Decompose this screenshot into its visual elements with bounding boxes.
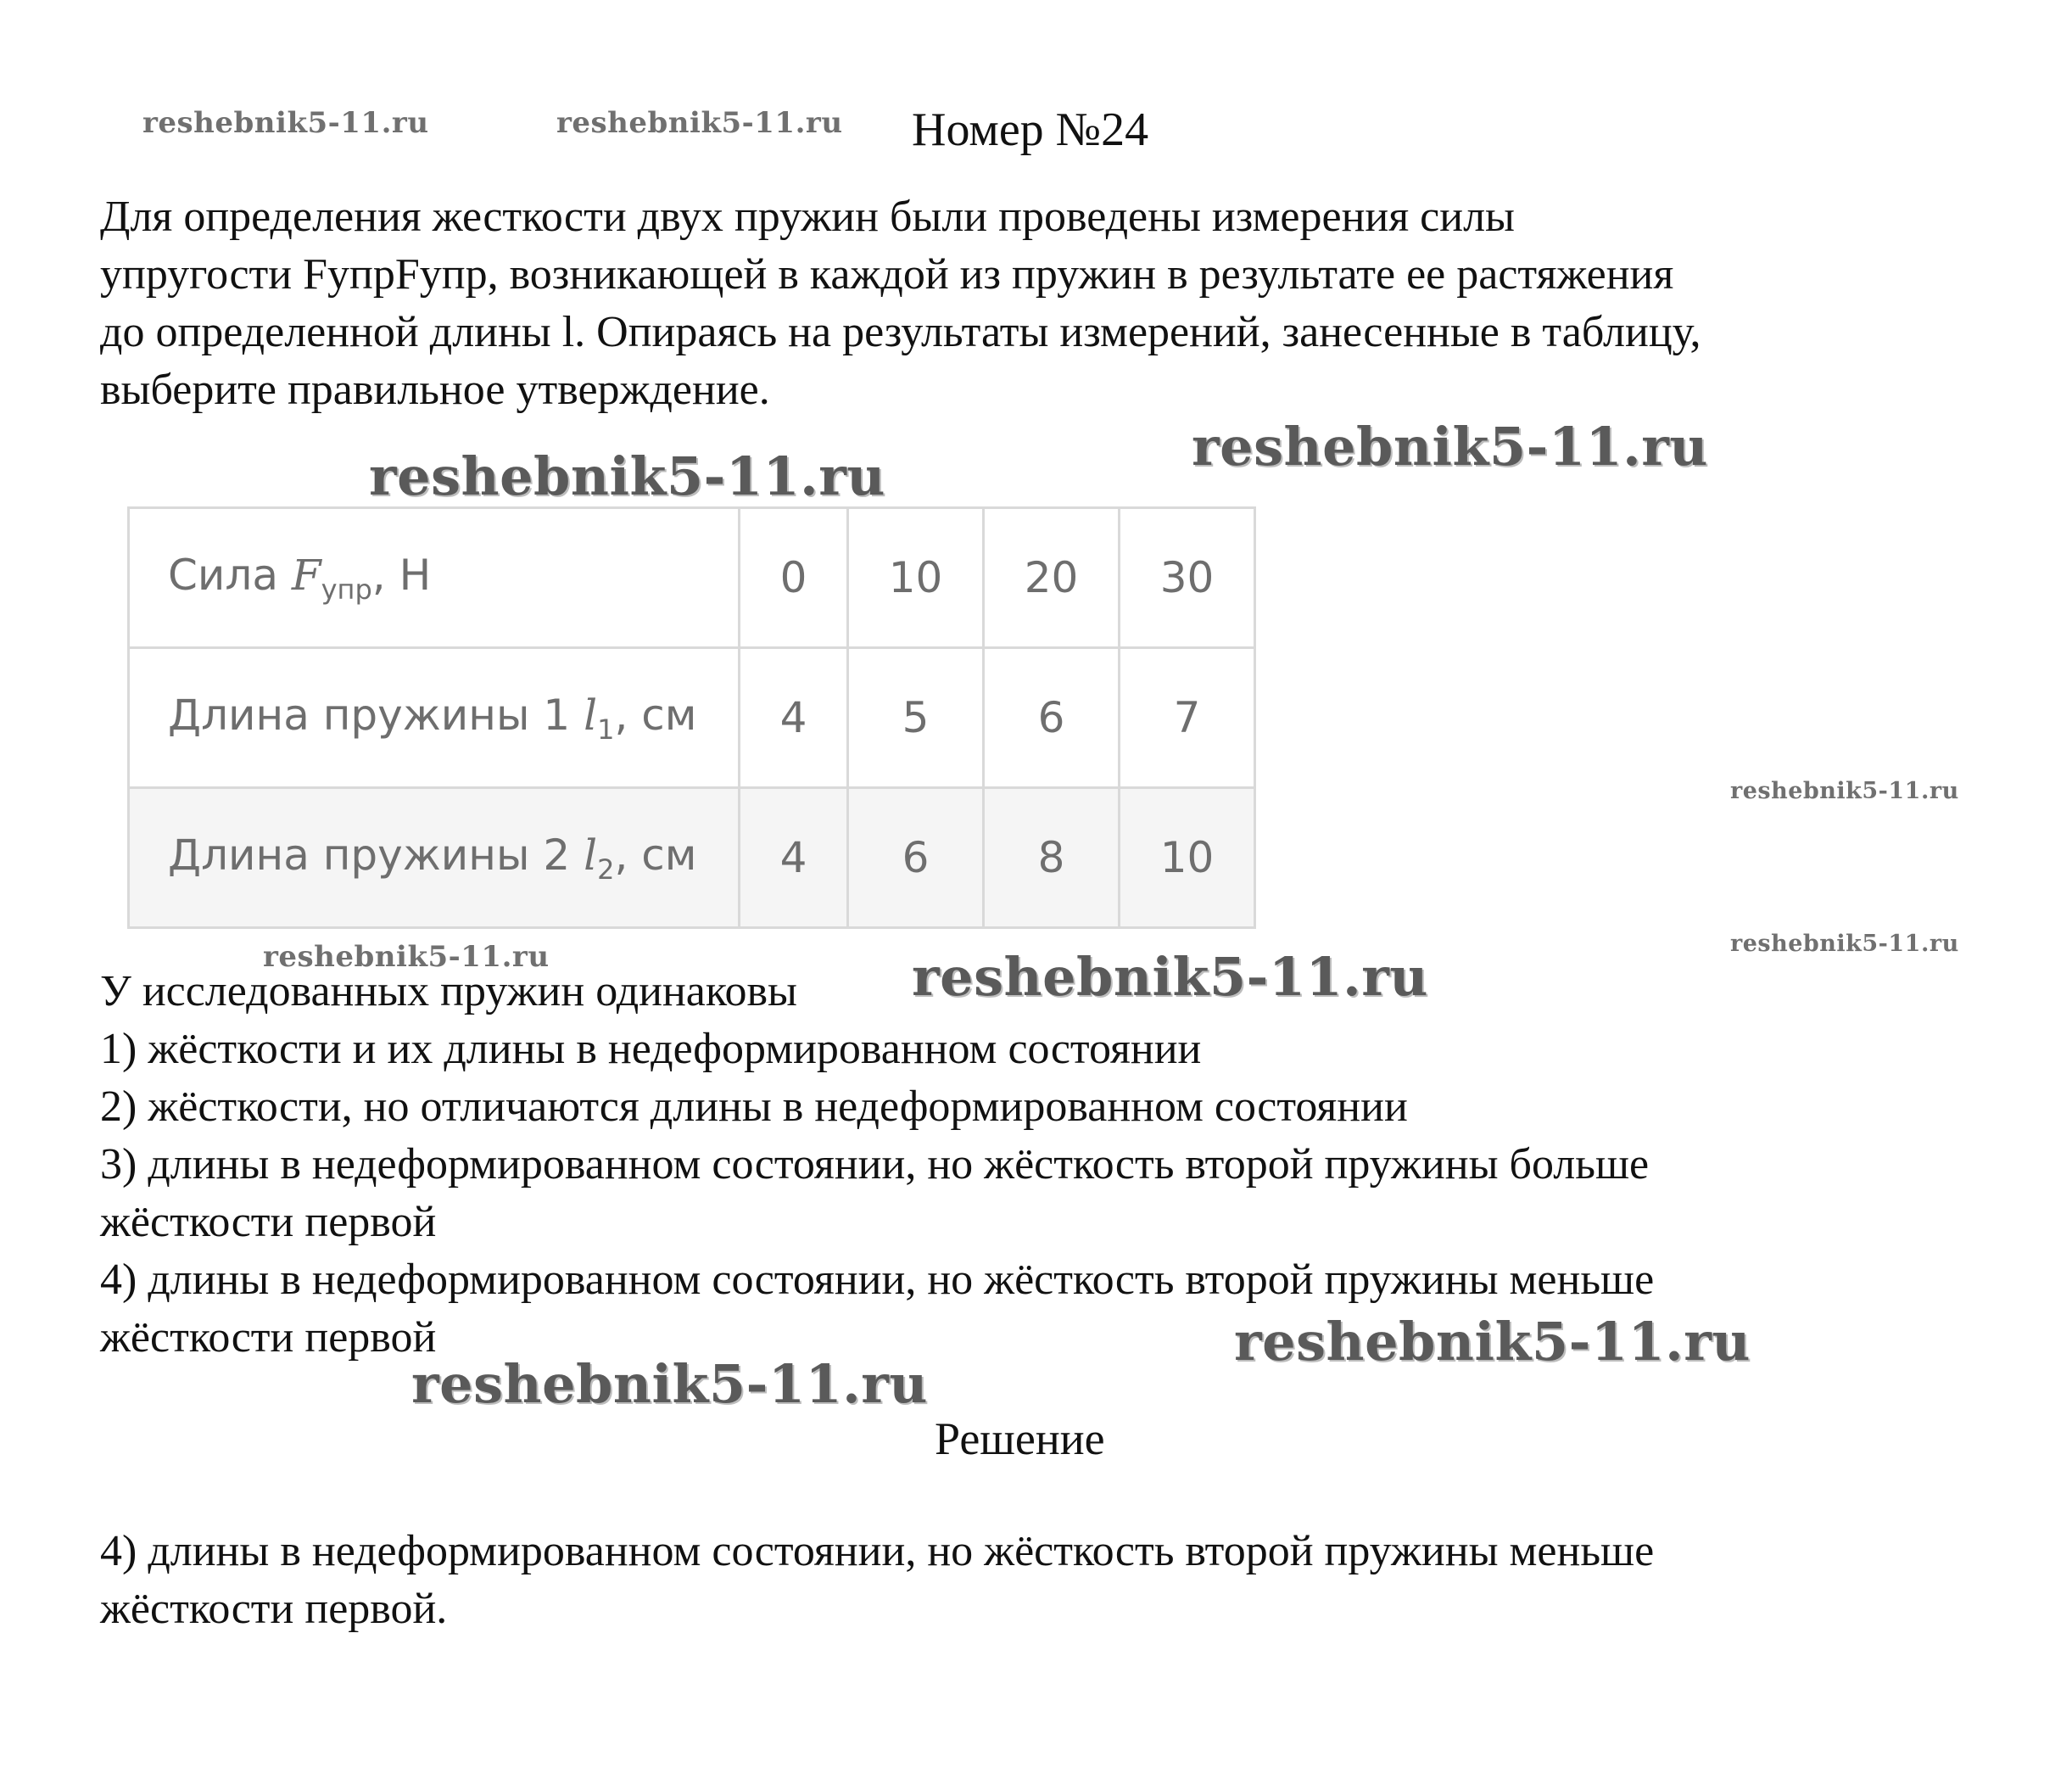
watermark: reshebnik5-11.ru xyxy=(1730,931,1959,957)
option-line: 3) длины в недеформированном состоянии, но жёсткость второй пружины больше xyxy=(100,1140,1650,1189)
solution-line: 4) длины в недеформированном состоянии, но жёсткость второй пружины меньше xyxy=(100,1527,1655,1575)
watermark: reshebnik5-11.ru xyxy=(912,946,1428,1008)
table-cell: 0 xyxy=(740,508,848,648)
option-line: 1) жёсткости и их длины в недеформированном состоянии xyxy=(100,1025,1202,1073)
table-cell: 10 xyxy=(1120,788,1255,928)
watermark: reshebnik5-11.ru xyxy=(1234,1311,1751,1373)
option-line: 4) длины в недеформированном состоянии, но жёсткость второй пружины меньше xyxy=(100,1256,1655,1304)
solution-line: жёсткости первой. xyxy=(100,1585,448,1633)
table-cell: 5 xyxy=(848,648,984,788)
option-line: жёсткости первой xyxy=(100,1198,437,1246)
problem-text xyxy=(100,188,1991,419)
watermark: reshebnik5-11.ru xyxy=(556,106,843,140)
table-cell: 8 xyxy=(984,788,1120,928)
watermark: reshebnik5-11.ru xyxy=(1730,778,1959,804)
table-cell: 4 xyxy=(740,788,848,928)
table-cell: 6 xyxy=(848,788,984,928)
question-stem: У исследованных пружин одинаковы xyxy=(100,967,797,1015)
table-cell: 20 xyxy=(984,508,1120,648)
problem-line: Для определения жесткости двух пружин были проведены измерения силы xyxy=(100,193,1515,241)
watermark: reshebnik5-11.ru xyxy=(263,940,550,974)
option-line: жёсткости первой xyxy=(100,1313,437,1362)
solution-text xyxy=(100,1523,1991,1638)
option-line: 2) жёсткости, но отличаются длины в недеформированном состоянии xyxy=(100,1082,1408,1131)
watermark: reshebnik5-11.ru xyxy=(369,445,885,507)
table-cell: 6 xyxy=(984,648,1120,788)
watermark: reshebnik5-11.ru xyxy=(411,1353,928,1415)
page-title: Номер №24 xyxy=(912,103,1149,156)
table-row xyxy=(129,648,1255,788)
table-cell: 30 xyxy=(1120,508,1255,648)
problem-line: до определенной длины l. Опираясь на результаты измерений, занесенные в таблицу, xyxy=(100,308,1701,356)
table-cell: 4 xyxy=(740,648,848,788)
row-header: Длина пружины 2 $l_2$, см xyxy=(129,788,740,928)
problem-line: выберите правильное утверждение. xyxy=(100,366,770,414)
solution-title: Решение xyxy=(935,1413,1105,1464)
row-header: Сила $F_{упр}$, Н xyxy=(129,508,740,648)
question-block xyxy=(100,963,1991,1367)
problem-line: упругости FупрFупр, возникающей в каждой из пружин в результате ее растяжения xyxy=(100,250,1674,299)
table-row xyxy=(129,788,1255,928)
table-row xyxy=(129,508,1255,648)
watermark: reshebnik5-11.ru xyxy=(1192,416,1708,478)
measurement-table xyxy=(127,506,1256,929)
table-cell: 10 xyxy=(848,508,984,648)
row-header: Длина пружины 1 $l_1$, см xyxy=(129,648,740,788)
watermark: reshebnik5-11.ru xyxy=(142,106,429,140)
table-cell: 7 xyxy=(1120,648,1255,788)
